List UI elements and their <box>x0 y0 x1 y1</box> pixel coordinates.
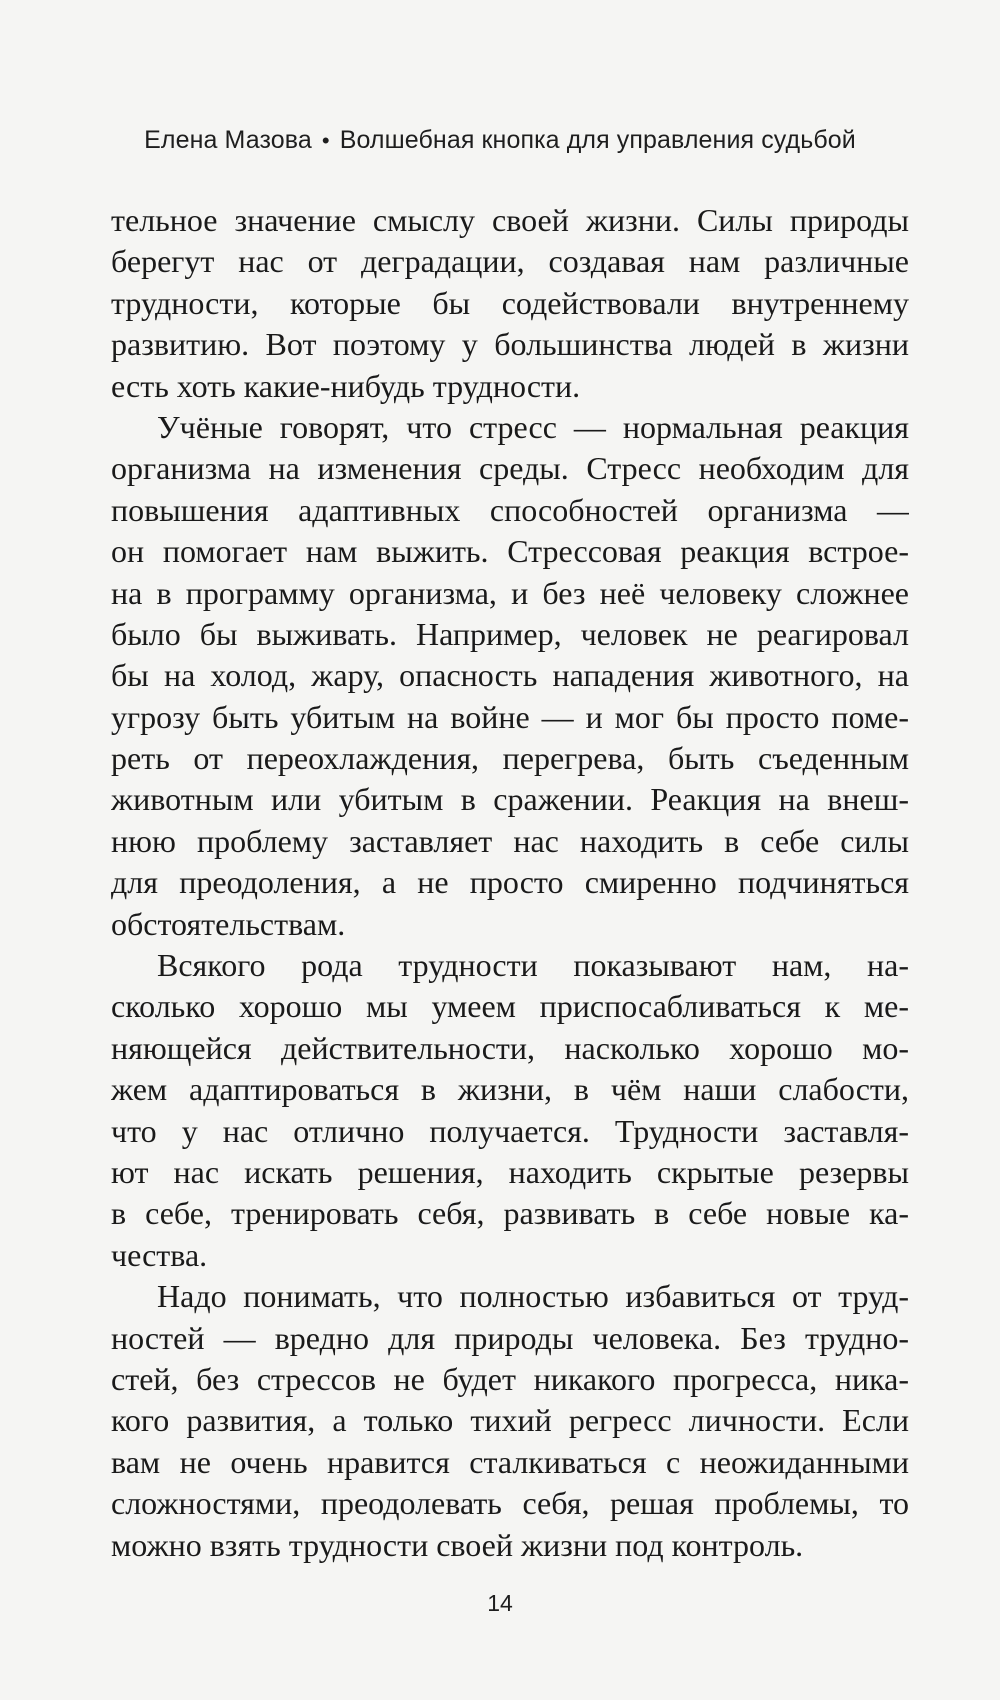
text-line: можно взять трудности своей жизни под контроль. <box>111 1526 804 1563</box>
text-line: для преодоления, а не просто смиренно подчиняться <box>111 864 909 901</box>
text-line: было бы выживать. Например, человек не реагировал <box>111 615 909 652</box>
running-header <box>110 126 890 155</box>
text-line: Надо понимать, что полностью избавиться от труд- <box>157 1278 909 1315</box>
text-line: сколько хорошо мы умеем приспосабливаться к ме- <box>111 988 909 1025</box>
text-line: вам не очень нравится сталкиваться с неожиданными <box>111 1443 909 1480</box>
header-separator: • <box>321 128 330 153</box>
text-line: что у нас отлично получается. Трудности заставля- <box>111 1112 909 1149</box>
text-line: Учёные говорят, что стресс — нормальная реакция <box>157 408 909 445</box>
text-line: организма на изменения среды. Стресс необходим для <box>111 450 909 487</box>
paragraph-4 <box>111 1276 909 1566</box>
text-line: на в программу организма, и без неё человеку сложнее <box>111 574 909 611</box>
header-book-title: Волшебная кнопка для управления судьбой <box>339 126 856 154</box>
text-line: сложностями, преодолевать себя, решая проблемы, то <box>111 1485 909 1522</box>
body-text <box>111 200 909 1566</box>
text-line: кого развития, а только тихий регресс личности. Если <box>111 1402 909 1439</box>
text-line: жем адаптироваться в жизни, в чём наши слабости, <box>111 1071 909 1108</box>
text-line: бы на холод, жару, опасность нападения животного, на <box>111 657 909 694</box>
text-line: ностей — вредно для природы человека. Без трудно- <box>111 1319 909 1356</box>
text-line: трудности, которые бы содействовали внутреннему <box>111 284 909 321</box>
header-author: Елена Мазова <box>144 126 312 154</box>
text-line: угрозу быть убитым на войне — и мог бы просто поме- <box>111 698 909 735</box>
text-line: он помогает нам выжить. Стрессовая реакция встрое- <box>111 533 909 570</box>
text-line: повышения адаптивных способностей организма — <box>111 491 909 528</box>
text-line: нюю проблему заставляет нас находить в себе силы <box>111 822 909 859</box>
text-line: в себе, тренировать себя, развивать в себе новые ка- <box>111 1195 909 1232</box>
paragraph-3 <box>111 945 909 1276</box>
text-line: обстоятельствам. <box>111 905 346 942</box>
text-line: ют нас искать решения, находить скрытые резервы <box>111 1153 909 1190</box>
text-line: реть от переохлаждения, перегрева, быть съеденным <box>111 740 909 777</box>
text-line: стей, без стрессов не будет никакого прогресса, ника- <box>111 1360 909 1397</box>
text-line: берегут нас от деградации, создавая нам различные <box>111 243 909 280</box>
text-line: животным или убитым в сражении. Реакция на внеш- <box>111 781 909 818</box>
text-line: развитию. Вот поэтому у большинства людей в жизни <box>111 326 909 363</box>
text-line: чества. <box>111 1236 208 1273</box>
text-line: Всякого рода трудности показывают нам, на- <box>157 947 909 984</box>
text-line: есть хоть какие-нибудь трудности. <box>111 367 581 404</box>
paragraph-1 <box>111 200 909 407</box>
text-line: няющейся действительности, насколько хорошо мо- <box>111 1029 909 1066</box>
text-line: тельное значение смыслу своей жизни. Силы природы <box>111 202 909 238</box>
page-number: 14 <box>487 1590 513 1616</box>
paragraph-2 <box>111 407 909 945</box>
